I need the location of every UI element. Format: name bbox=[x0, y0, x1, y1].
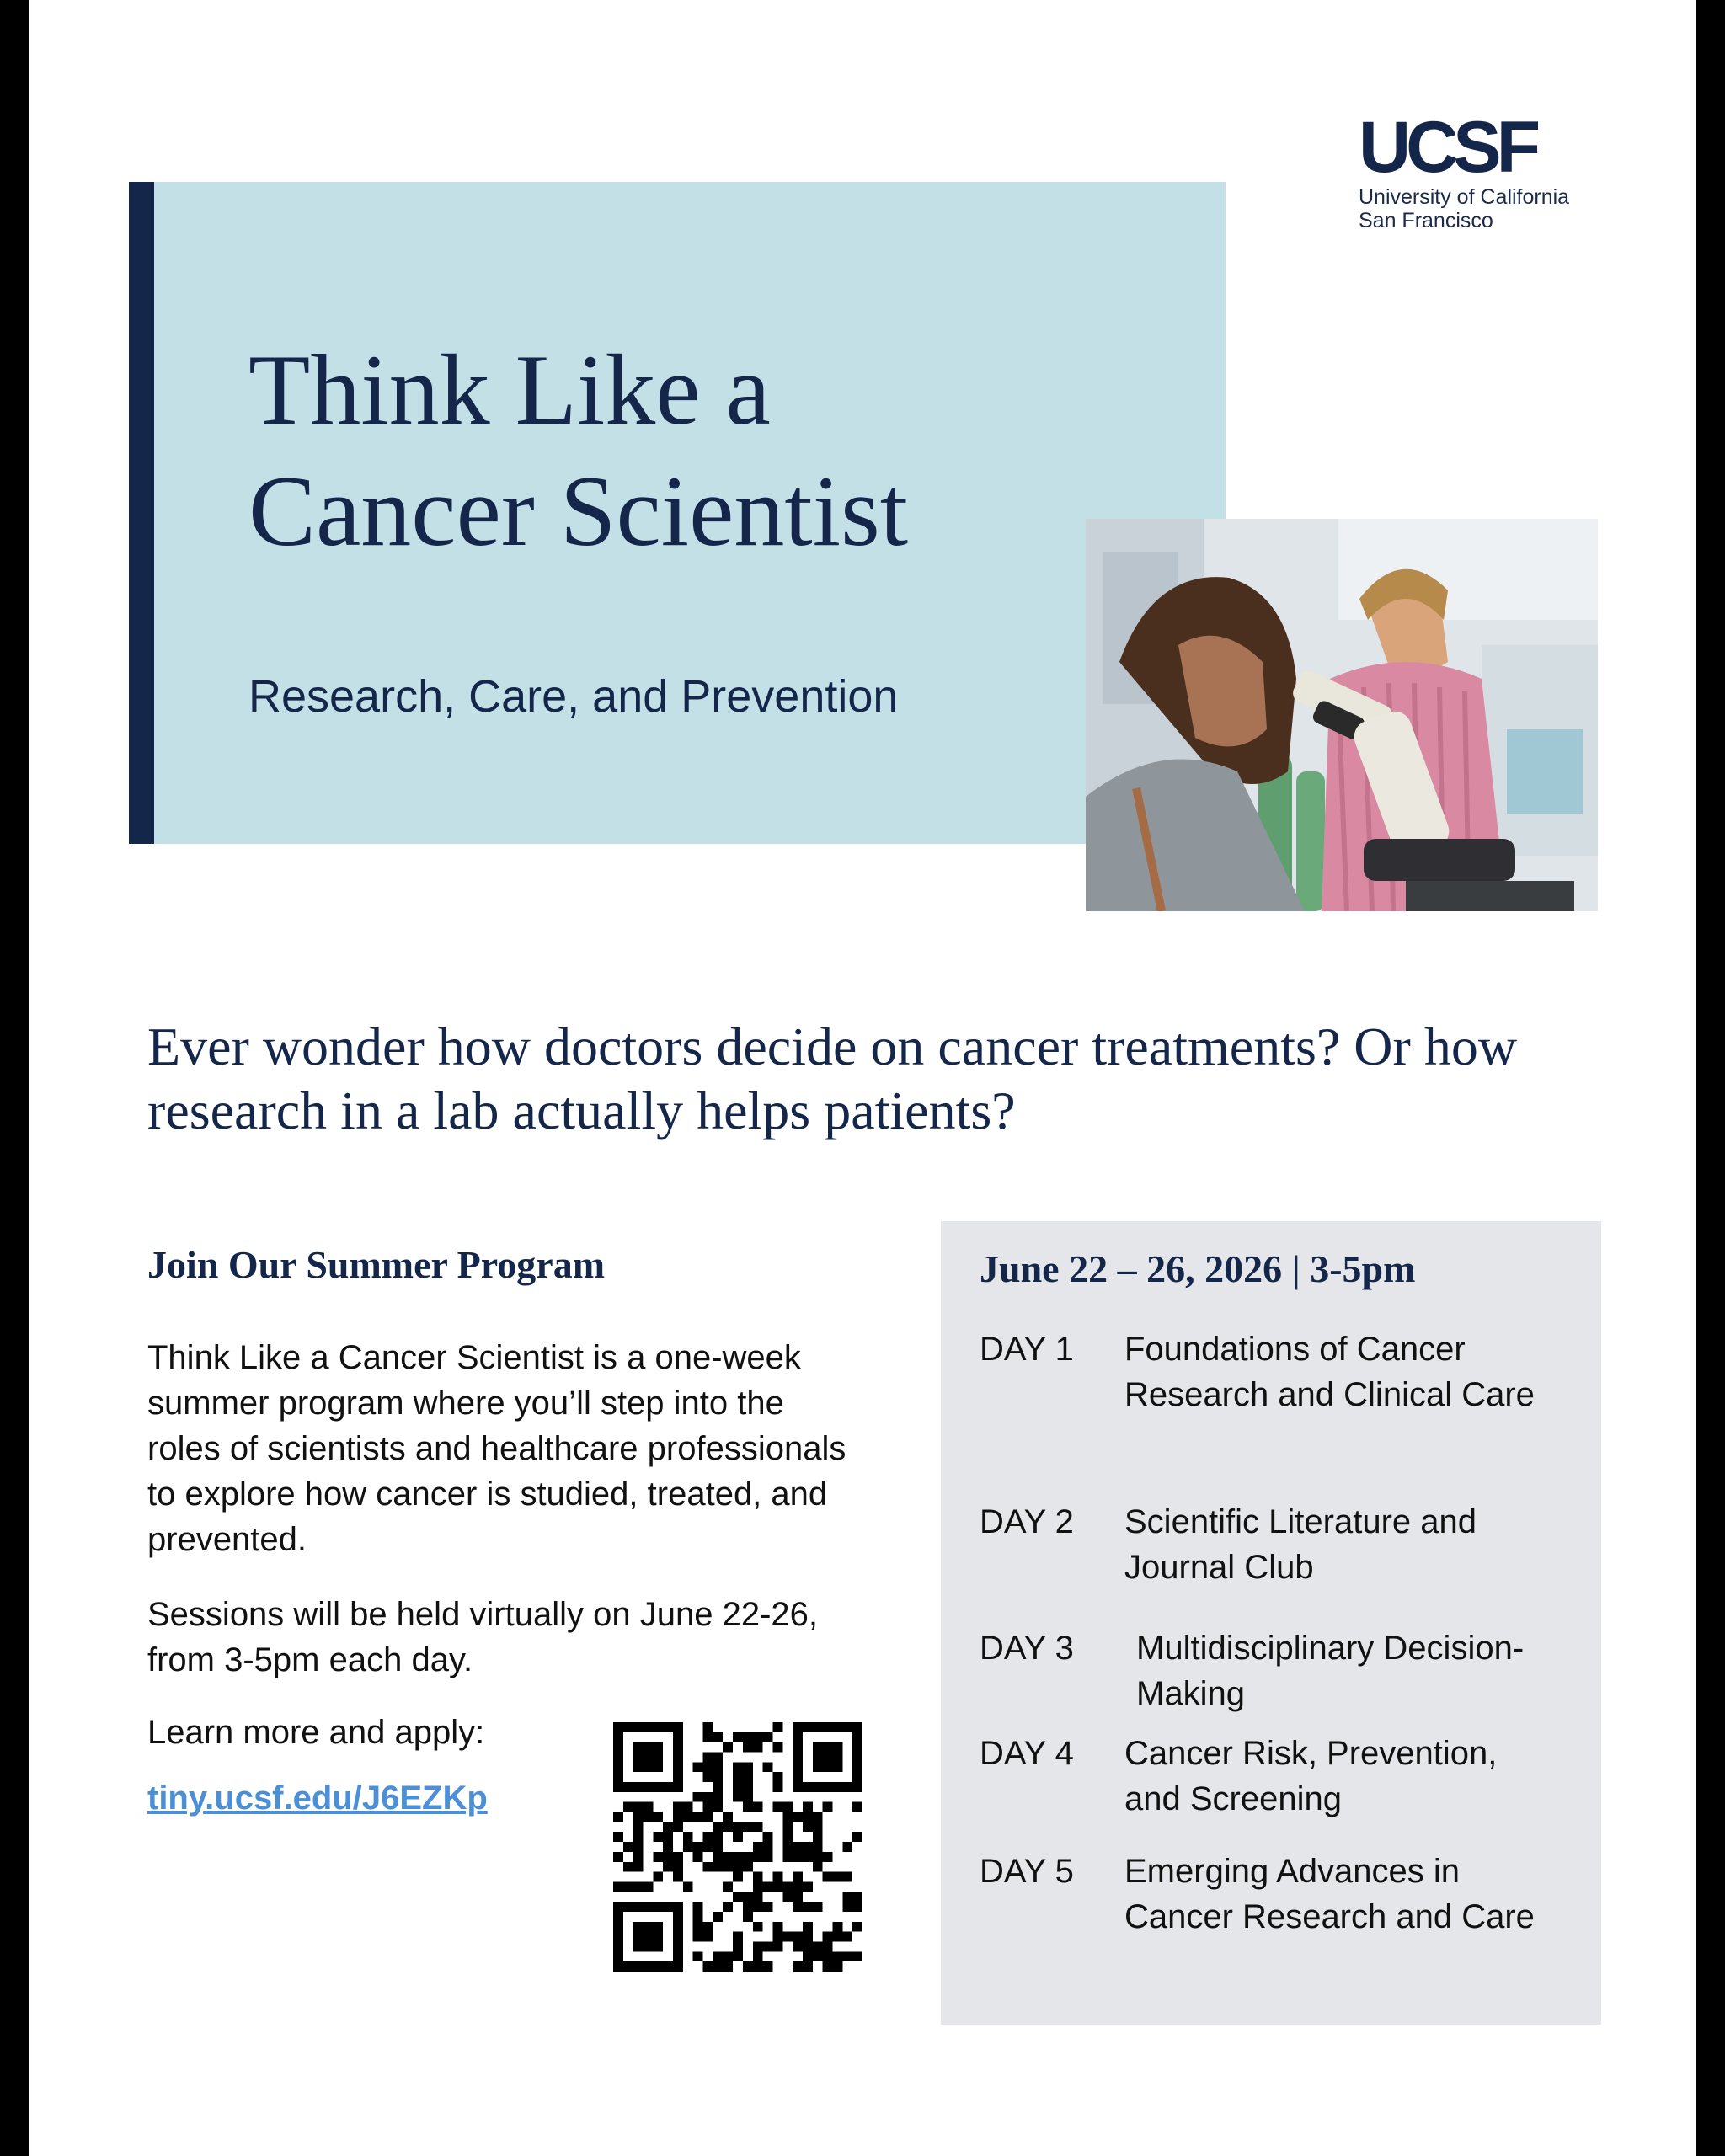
day-topic: Cancer Risk, Prevention, and Screening bbox=[1124, 1735, 1498, 1817]
hero-banner bbox=[129, 182, 1226, 844]
apply-link[interactable]: tiny.ucsf.edu/J6EZKp bbox=[147, 1780, 488, 1817]
day-topic: Emerging Advances in Cancer Research and Care bbox=[1124, 1853, 1535, 1935]
schedule-title: June 22 – 26, 2026 | 3-5pm bbox=[980, 1247, 1416, 1290]
program-heading: Join Our Summer Program bbox=[147, 1243, 606, 1286]
page-subtitle: Research, Care, and Prevention bbox=[248, 671, 899, 722]
ucsf-logo bbox=[1359, 109, 1611, 232]
student-at-microscope-photo bbox=[1086, 519, 1598, 911]
logo-line-2: San Francisco bbox=[1359, 209, 1493, 232]
logo-line-1: University of California bbox=[1359, 185, 1570, 209]
day-topic: Scientific Literature and Journal Club bbox=[1124, 1503, 1477, 1586]
intro-question: Ever wonder how doctors decide on cancer treatments? Or how research in a lab actually helps patients? bbox=[147, 1017, 1518, 1140]
title-line-1: Think Like a bbox=[248, 334, 771, 446]
schedule-panel bbox=[941, 1221, 1601, 2025]
day-label: DAY 5 bbox=[980, 1853, 1074, 1890]
learn-more-label: Learn more and apply: bbox=[147, 1714, 485, 1751]
day-label: DAY 3 bbox=[980, 1630, 1074, 1667]
qr-code-icon[interactable] bbox=[613, 1722, 862, 1972]
day-label: DAY 2 bbox=[980, 1503, 1074, 1540]
sessions-info: Sessions will be held virtually on June 22-26, from 3-5pm each day. bbox=[147, 1596, 818, 1678]
program-description: Think Like a Cancer Scientist is a one-week summer program where you’ll step into the roles of scientists and healthcare professionals to explore how cancer is studied, treated, and prevented. bbox=[147, 1339, 846, 1558]
program-info bbox=[147, 1242, 889, 1817]
day-topic: Foundations of Cancer Research and Clinical Care bbox=[1124, 1331, 1535, 1413]
flyer-page bbox=[29, 0, 1696, 2156]
hero-accent-bar bbox=[129, 182, 154, 844]
ucsf-logo-mark bbox=[1359, 109, 1552, 185]
svg-text:UCSF: UCSF bbox=[1359, 109, 1536, 185]
page-title bbox=[248, 329, 1192, 572]
day-label: DAY 4 bbox=[980, 1735, 1074, 1772]
title-line-2: Cancer Scientist bbox=[248, 455, 909, 567]
day-topic: Multidisciplinary Decision-Making bbox=[1136, 1630, 1525, 1712]
day-label: DAY 1 bbox=[980, 1331, 1074, 1368]
